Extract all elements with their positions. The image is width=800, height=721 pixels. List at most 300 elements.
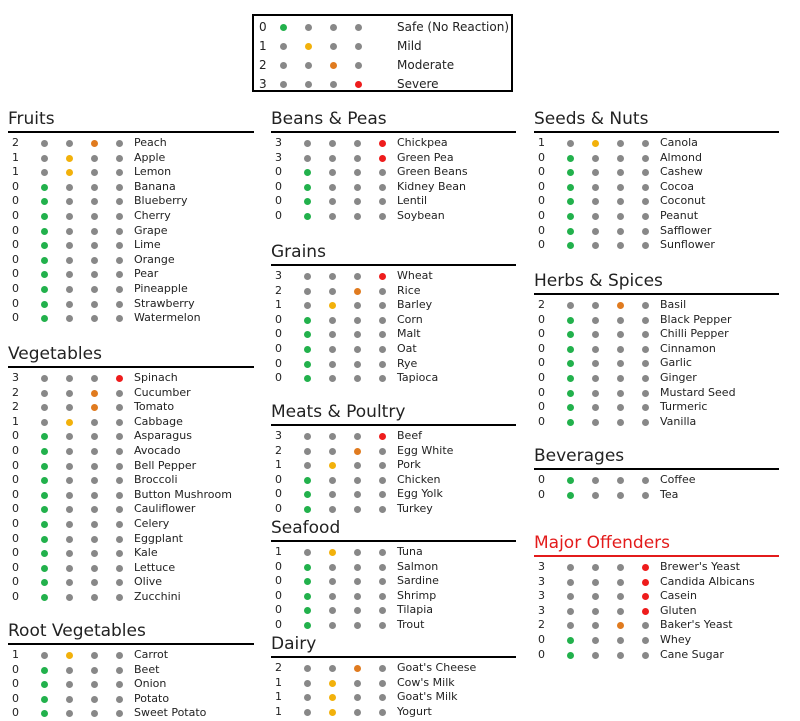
food-name: Almond (660, 150, 702, 164)
level-dot-active (354, 665, 361, 672)
section-divider (8, 643, 254, 645)
reaction-level: 1 (275, 298, 282, 312)
level-dot-active (41, 184, 48, 191)
reaction-level: 1 (12, 165, 19, 179)
level-dot (66, 228, 73, 235)
level-dot (354, 140, 361, 147)
level-dot-active (304, 361, 311, 368)
level-dot (116, 550, 123, 557)
level-dot (329, 448, 336, 455)
section-title: Beverages (534, 446, 625, 466)
section-seafood (271, 516, 516, 633)
level-dot (617, 228, 624, 235)
level-dot (642, 213, 649, 220)
reaction-level: 0 (12, 516, 19, 530)
food-name: Sardine (397, 574, 439, 588)
food-row-canola (534, 136, 779, 151)
level-dot (116, 315, 123, 322)
level-dot-active (41, 594, 48, 601)
level-dot (66, 404, 73, 411)
level-dot (116, 521, 123, 528)
food-row-candida-albicans (534, 575, 779, 590)
food-row-cocoa (534, 180, 779, 195)
section-title: Seafood (271, 518, 341, 538)
reaction-level: 3 (538, 560, 545, 573)
level-dot (567, 622, 574, 629)
food-row-asparagus (8, 429, 254, 444)
food-row-turkey (271, 502, 516, 517)
section-title: Herbs & Spices (534, 271, 663, 291)
level-dot (329, 578, 336, 585)
food-name: Cashew (660, 165, 703, 179)
food-row-beet (8, 663, 254, 678)
level-dot-active (567, 652, 574, 659)
food-row-cabbage (8, 415, 254, 430)
level-dot (354, 549, 361, 556)
level-dot (41, 375, 48, 382)
food-name: Cinnamon (660, 341, 716, 355)
food-row-tomato (8, 400, 254, 415)
level-dot (116, 667, 123, 674)
reaction-level: 0 (12, 194, 19, 208)
food-name: Carrot (134, 648, 169, 661)
food-name: Cucumber (134, 385, 191, 399)
level-dot (617, 242, 624, 249)
level-dot (66, 463, 73, 470)
food-name: Basil (660, 298, 687, 311)
reaction-level: 0 (538, 327, 545, 341)
reaction-level: 0 (12, 223, 19, 237)
section-title: Grains (271, 242, 326, 262)
level-dot (329, 593, 336, 600)
level-dot (379, 448, 386, 455)
reaction-level: 0 (538, 312, 545, 326)
level-dot (617, 198, 624, 205)
food-row-tea (534, 488, 779, 503)
food-row-apple (8, 151, 254, 166)
level-dot (329, 140, 336, 147)
reaction-level: 0 (275, 574, 282, 588)
food-name: Coffee (660, 473, 696, 486)
reaction-level: 3 (538, 574, 545, 588)
level-dot (116, 433, 123, 440)
level-dot (592, 184, 599, 191)
food-row-basil (534, 298, 779, 313)
level-dot (354, 607, 361, 614)
level-dot (329, 273, 336, 280)
food-row-safflower (534, 224, 779, 239)
reaction-level: 0 (275, 588, 282, 602)
reaction-level: 0 (12, 252, 19, 266)
level-dot (592, 213, 599, 220)
level-dot (66, 477, 73, 484)
level-dot-active (91, 390, 98, 397)
level-dot (379, 184, 386, 191)
food-row-strawberry (8, 297, 254, 312)
level-dot-active (329, 694, 336, 701)
level-dot (379, 462, 386, 469)
level-dot-active (304, 169, 311, 176)
level-dot-active (304, 331, 311, 338)
level-dot (91, 696, 98, 703)
level-dot (379, 564, 386, 571)
level-dot-active (304, 198, 311, 205)
level-dot (304, 302, 311, 309)
food-row-pork (271, 458, 516, 473)
food-row-sunflower (534, 238, 779, 253)
level-dot (642, 637, 649, 644)
level-dot (354, 506, 361, 513)
reaction-level: 0 (12, 208, 19, 222)
level-dot (66, 579, 73, 586)
food-row-peanut (534, 209, 779, 224)
level-dot (305, 24, 312, 31)
legend-row (254, 18, 511, 37)
level-dot (91, 681, 98, 688)
level-dot (592, 302, 599, 309)
level-dot-active (642, 608, 649, 615)
reaction-level: 1 (12, 648, 19, 661)
level-dot (592, 346, 599, 353)
level-dot (592, 652, 599, 659)
level-dot-active (617, 302, 624, 309)
food-name: Tea (660, 487, 679, 501)
level-dot (41, 390, 48, 397)
level-dot-active (567, 155, 574, 162)
reaction-level: 0 (12, 458, 19, 472)
section-divider (271, 424, 516, 426)
food-name: Cauliflower (134, 502, 196, 516)
food-name: Cocoa (660, 179, 694, 193)
food-name: Sunflower (660, 238, 715, 252)
reaction-level: 0 (275, 501, 282, 515)
reaction-level: 0 (12, 487, 19, 501)
level-dot (617, 346, 624, 353)
food-name: Egg White (397, 443, 454, 457)
level-dot (617, 360, 624, 367)
section-title: Major Offenders (534, 533, 671, 553)
level-dot (66, 710, 73, 717)
level-dot (642, 228, 649, 235)
level-dot (66, 696, 73, 703)
level-dot (116, 184, 123, 191)
level-dot (617, 375, 624, 382)
food-name: Watermelon (134, 311, 201, 325)
level-dot (379, 709, 386, 716)
level-dot (354, 302, 361, 309)
level-dot-active (304, 213, 311, 220)
level-dot (116, 404, 123, 411)
level-dot (379, 549, 386, 556)
level-dot (116, 463, 123, 470)
food-name: Orange (134, 252, 175, 266)
level-dot (642, 140, 649, 147)
reaction-level: 0 (12, 429, 19, 443)
level-dot (91, 315, 98, 322)
level-dot (642, 155, 649, 162)
level-dot (66, 184, 73, 191)
level-dot-active (66, 169, 73, 176)
level-dot-active (329, 302, 336, 309)
food-name: Olive (134, 575, 163, 589)
reaction-level: 3 (275, 150, 282, 164)
level-dot-active (116, 375, 123, 382)
level-dot (567, 140, 574, 147)
section-root-vegetables (8, 619, 254, 721)
level-dot (116, 696, 123, 703)
level-dot-active (41, 696, 48, 703)
level-dot (617, 492, 624, 499)
level-dot (379, 622, 386, 629)
food-name: Sweet Potato (134, 706, 207, 720)
reaction-level: 0 (538, 165, 545, 179)
level-dot-active (41, 198, 48, 205)
level-dot (91, 213, 98, 220)
level-dot (280, 62, 287, 69)
level-dot (91, 228, 98, 235)
food-name: Shrimp (397, 588, 437, 602)
section-herbs-spices (534, 269, 779, 429)
level-dot (592, 579, 599, 586)
level-dot (379, 213, 386, 220)
level-dot (41, 155, 48, 162)
reaction-level: 0 (12, 662, 19, 676)
food-row-olive (8, 575, 254, 590)
food-row-lime (8, 238, 254, 253)
food-name: Chicken (397, 472, 441, 486)
level-dot (304, 680, 311, 687)
reaction-level: 0 (12, 238, 19, 252)
level-dot (617, 477, 624, 484)
food-name: Grape (134, 223, 168, 237)
food-name: Ginger (660, 370, 697, 384)
reaction-level: 1 (275, 690, 282, 704)
level-dot (66, 565, 73, 572)
level-dot-active (304, 564, 311, 571)
level-dot-active (567, 360, 574, 367)
food-row-grape (8, 224, 254, 239)
food-name: Asparagus (134, 429, 192, 443)
level-dot (91, 463, 98, 470)
level-dot (41, 140, 48, 147)
level-dot (66, 433, 73, 440)
level-dot (91, 506, 98, 513)
level-dot (116, 536, 123, 543)
food-name: Strawberry (134, 296, 195, 310)
level-dot (91, 492, 98, 499)
section-title: Meats & Poultry (271, 402, 406, 422)
level-dot (66, 550, 73, 557)
reaction-level: 2 (275, 661, 282, 674)
food-row-lentil (271, 194, 516, 209)
food-name: Apple (134, 150, 166, 164)
legend-row (254, 56, 511, 75)
level-dot-active (41, 710, 48, 717)
level-dot (66, 257, 73, 264)
food-row-garlic (534, 356, 779, 371)
level-dot (642, 477, 649, 484)
level-dot-active (66, 419, 73, 426)
reaction-level: 0 (538, 632, 545, 646)
section-title: Root Vegetables (8, 621, 146, 641)
level-dot (66, 198, 73, 205)
reaction-level: 0 (538, 370, 545, 384)
level-dot (91, 521, 98, 528)
level-dot-active (41, 506, 48, 513)
level-dot (329, 317, 336, 324)
food-name: Rye (397, 356, 418, 370)
food-row-rye (271, 357, 516, 372)
food-row-goat-s-milk (271, 690, 516, 705)
level-dot-active (41, 301, 48, 308)
reaction-level: 0 (275, 165, 282, 179)
level-dot (642, 184, 649, 191)
food-row-orange (8, 253, 254, 268)
food-row-broccoli (8, 473, 254, 488)
level-dot (592, 608, 599, 615)
food-row-watermelon (8, 311, 254, 326)
level-dot (304, 549, 311, 556)
legend (252, 14, 513, 92)
food-name: Soybean (397, 208, 445, 222)
section-divider (534, 555, 779, 557)
level-dot-active (66, 155, 73, 162)
level-dot-active (41, 228, 48, 235)
reaction-level: 1 (275, 458, 282, 472)
reaction-level: 1 (275, 545, 282, 558)
level-dot-active (41, 433, 48, 440)
level-dot (280, 81, 287, 88)
level-dot-active (567, 375, 574, 382)
level-dot (330, 24, 337, 31)
food-row-cauliflower (8, 502, 254, 517)
food-row-ginger (534, 371, 779, 386)
level-dot (642, 198, 649, 205)
level-dot-active (304, 622, 311, 629)
food-name: Button Mushroom (134, 487, 232, 501)
reaction-level: 0 (538, 208, 545, 222)
reaction-level: 0 (275, 472, 282, 486)
level-dot-active (567, 346, 574, 353)
level-dot (329, 213, 336, 220)
reaction-level: 0 (12, 179, 19, 193)
level-dot (116, 492, 123, 499)
food-row-vanilla (534, 415, 779, 430)
level-dot (66, 506, 73, 513)
level-dot (329, 433, 336, 440)
level-dot-active (280, 24, 287, 31)
level-dot (617, 184, 624, 191)
food-name: Turmeric (660, 400, 708, 414)
level-dot (592, 317, 599, 324)
level-dot (592, 564, 599, 571)
food-name: Lettuce (134, 560, 176, 574)
level-dot (91, 271, 98, 278)
legend-level: 3 (259, 77, 267, 91)
food-row-avocado (8, 444, 254, 459)
section-divider (271, 264, 516, 266)
food-row-beef (271, 429, 516, 444)
level-dot-active (41, 667, 48, 674)
level-dot (567, 564, 574, 571)
level-dot (567, 593, 574, 600)
level-dot-active (379, 155, 386, 162)
reaction-level: 0 (275, 559, 282, 573)
level-dot (116, 565, 123, 572)
level-dot-active (330, 62, 337, 69)
level-dot (354, 273, 361, 280)
level-dot (617, 564, 624, 571)
level-dot (66, 448, 73, 455)
food-name: Cow's Milk (397, 675, 455, 689)
food-name: Pear (134, 267, 159, 281)
level-dot (642, 346, 649, 353)
level-dot (379, 346, 386, 353)
level-dot (379, 665, 386, 672)
level-dot-active (304, 491, 311, 498)
level-dot (642, 404, 649, 411)
level-dot (592, 477, 599, 484)
level-dot (379, 198, 386, 205)
level-dot (329, 477, 336, 484)
level-dot (66, 521, 73, 528)
food-name: Cabbage (134, 414, 183, 428)
level-dot (354, 477, 361, 484)
level-dot (592, 228, 599, 235)
level-dot-active (41, 271, 48, 278)
level-dot (66, 681, 73, 688)
reaction-level: 0 (12, 531, 19, 545)
level-dot (91, 579, 98, 586)
level-dot (116, 579, 123, 586)
section-title: Vegetables (8, 344, 102, 364)
level-dot (329, 607, 336, 614)
level-dot (354, 578, 361, 585)
level-dot (91, 448, 98, 455)
food-name: Celery (134, 516, 170, 530)
food-row-whey (534, 633, 779, 648)
food-row-coffee (534, 473, 779, 488)
level-dot (617, 390, 624, 397)
level-dot (354, 198, 361, 205)
reaction-level: 0 (12, 267, 19, 281)
food-name: Banana (134, 179, 176, 193)
level-dot-active (642, 564, 649, 571)
food-row-salmon (271, 560, 516, 575)
level-dot (91, 667, 98, 674)
food-name: Bell Pepper (134, 458, 197, 472)
food-row-green-beans (271, 165, 516, 180)
reaction-level: 0 (12, 560, 19, 574)
level-dot-active (379, 273, 386, 280)
level-dot (116, 242, 123, 249)
level-dot (379, 477, 386, 484)
level-dot-active (642, 593, 649, 600)
level-dot (567, 608, 574, 615)
legend-row (254, 37, 511, 56)
level-dot (304, 155, 311, 162)
reaction-level: 0 (275, 487, 282, 501)
food-row-rice (271, 284, 516, 299)
level-dot (91, 433, 98, 440)
level-dot (592, 593, 599, 600)
level-dot (304, 462, 311, 469)
reaction-level: 3 (275, 269, 282, 282)
food-name: Corn (397, 312, 423, 326)
food-row-carrot (8, 648, 254, 663)
level-dot (617, 155, 624, 162)
level-dot (116, 710, 123, 717)
